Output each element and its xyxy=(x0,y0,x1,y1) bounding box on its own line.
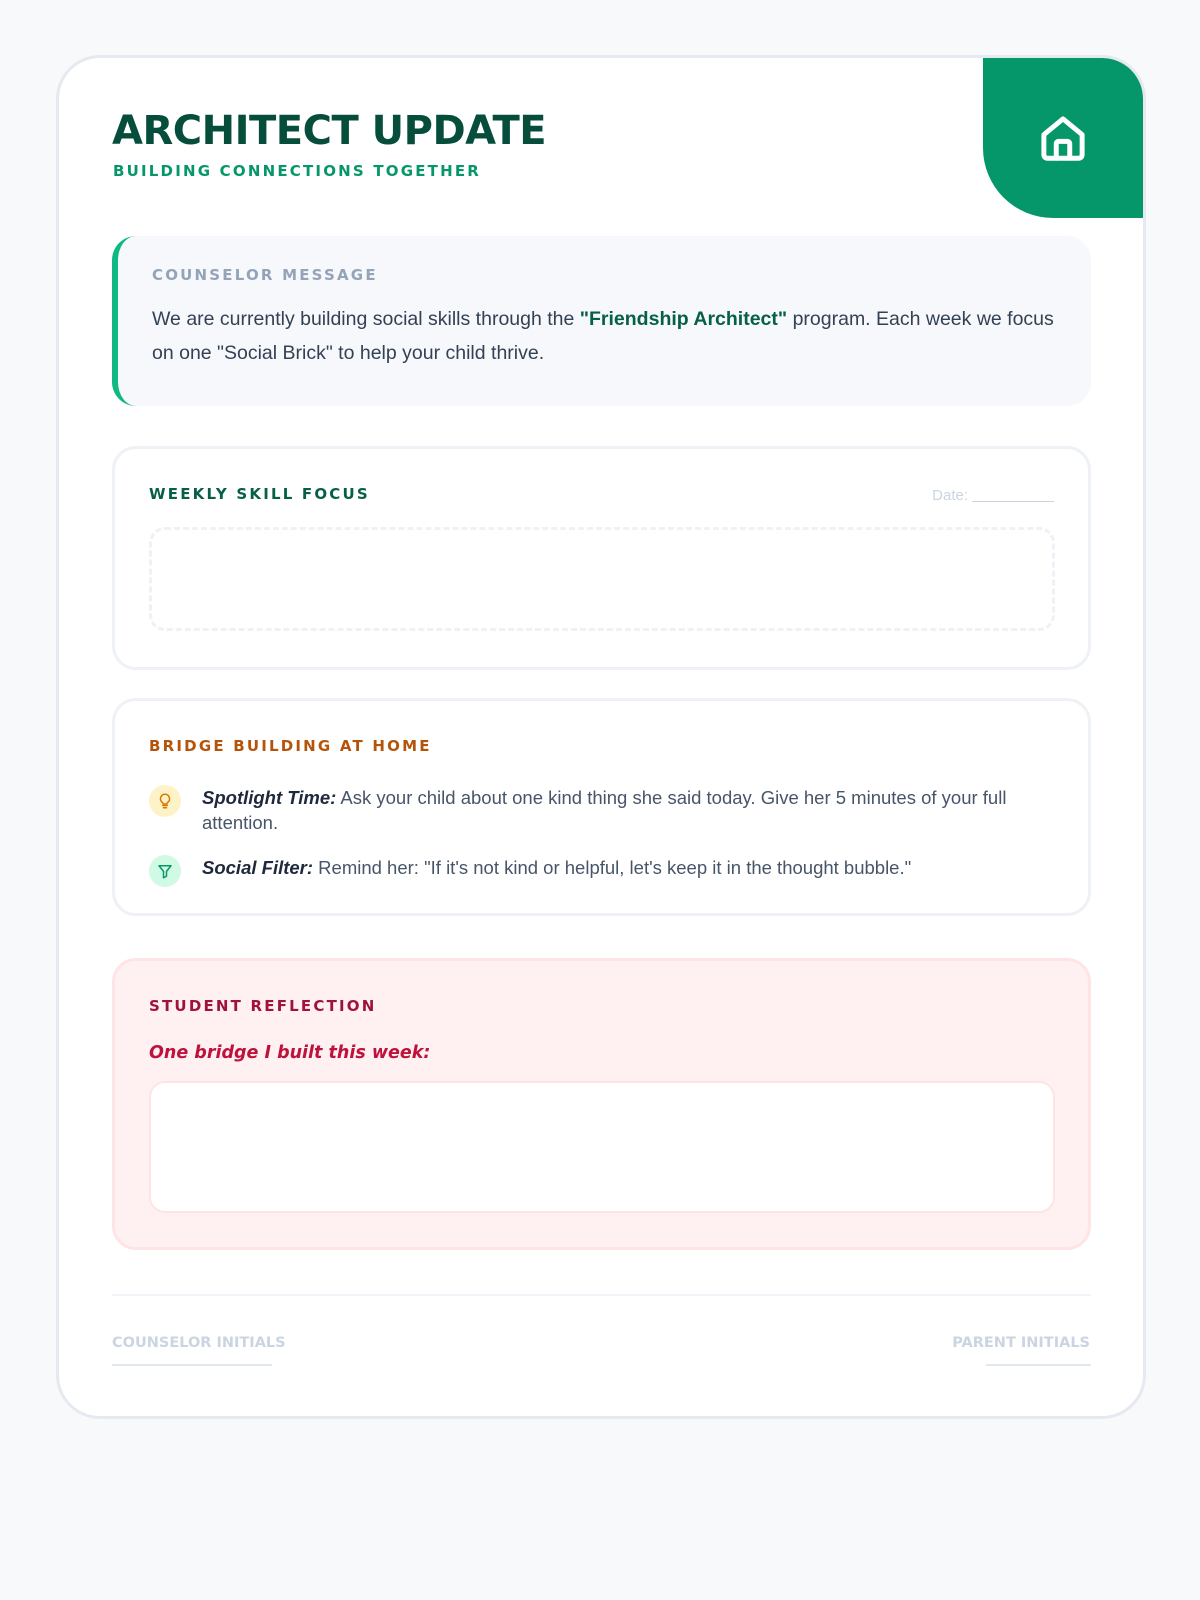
date-label: Date: xyxy=(932,487,968,504)
tip-title: Social Filter: xyxy=(202,857,314,878)
lightbulb-icon xyxy=(149,785,181,817)
parent-initials-line[interactable] xyxy=(986,1364,1091,1366)
counselor-message-section xyxy=(112,236,1091,406)
skill-focus-field[interactable] xyxy=(149,527,1055,631)
footer-divider xyxy=(112,1294,1091,1296)
program-name: "Friendship Architect" xyxy=(579,308,788,330)
home-icon xyxy=(1036,111,1090,165)
update-card xyxy=(56,55,1146,1419)
bridge-building-label: BRIDGE BUILDING AT HOME xyxy=(149,737,432,755)
counselor-message-label: COUNSELOR MESSAGE xyxy=(152,266,378,284)
filter-icon xyxy=(149,855,181,887)
student-reflection-section xyxy=(112,958,1091,1250)
home-badge[interactable] xyxy=(983,58,1143,218)
tip-body: Ask your child about one kind thing she said today. Give her 5 minutes of your full attention. xyxy=(202,787,1007,833)
parent-initials-label: PARENT INITIALS xyxy=(952,1335,1090,1351)
weekly-skill-label: WEEKLY SKILL FOCUS xyxy=(149,485,370,503)
tip-body: Remind her: "If it's not kind or helpful, let's keep it in the thought bubble." xyxy=(313,857,912,878)
student-reflection-label: STUDENT REFLECTION xyxy=(149,997,377,1015)
page-title: ARCHITECT UPDATE xyxy=(112,108,547,154)
date-field[interactable] xyxy=(932,487,1054,504)
tip-title: Spotlight Time: xyxy=(202,787,337,808)
counselor-text-before: We are currently building social skills through the xyxy=(152,308,580,330)
date-line xyxy=(972,501,1054,502)
page-subtitle: BUILDING CONNECTIONS TOGETHER xyxy=(113,162,482,180)
tip-spotlight-time xyxy=(149,785,1029,835)
counselor-text-after: program. Each week we focus on one "Social Brick" to help your child thrive. xyxy=(152,308,1054,364)
counselor-message-text xyxy=(152,302,1057,370)
tip-text xyxy=(202,785,1029,835)
weekly-skill-section xyxy=(112,446,1091,670)
reflection-field[interactable] xyxy=(149,1081,1055,1213)
tip-text xyxy=(202,855,911,880)
counselor-initials-line[interactable] xyxy=(112,1364,272,1366)
tip-social-filter xyxy=(149,855,1029,887)
bridge-building-section xyxy=(112,698,1091,916)
reflection-prompt: One bridge I built this week: xyxy=(149,1043,431,1063)
counselor-initials-label: COUNSELOR INITIALS xyxy=(112,1335,286,1351)
